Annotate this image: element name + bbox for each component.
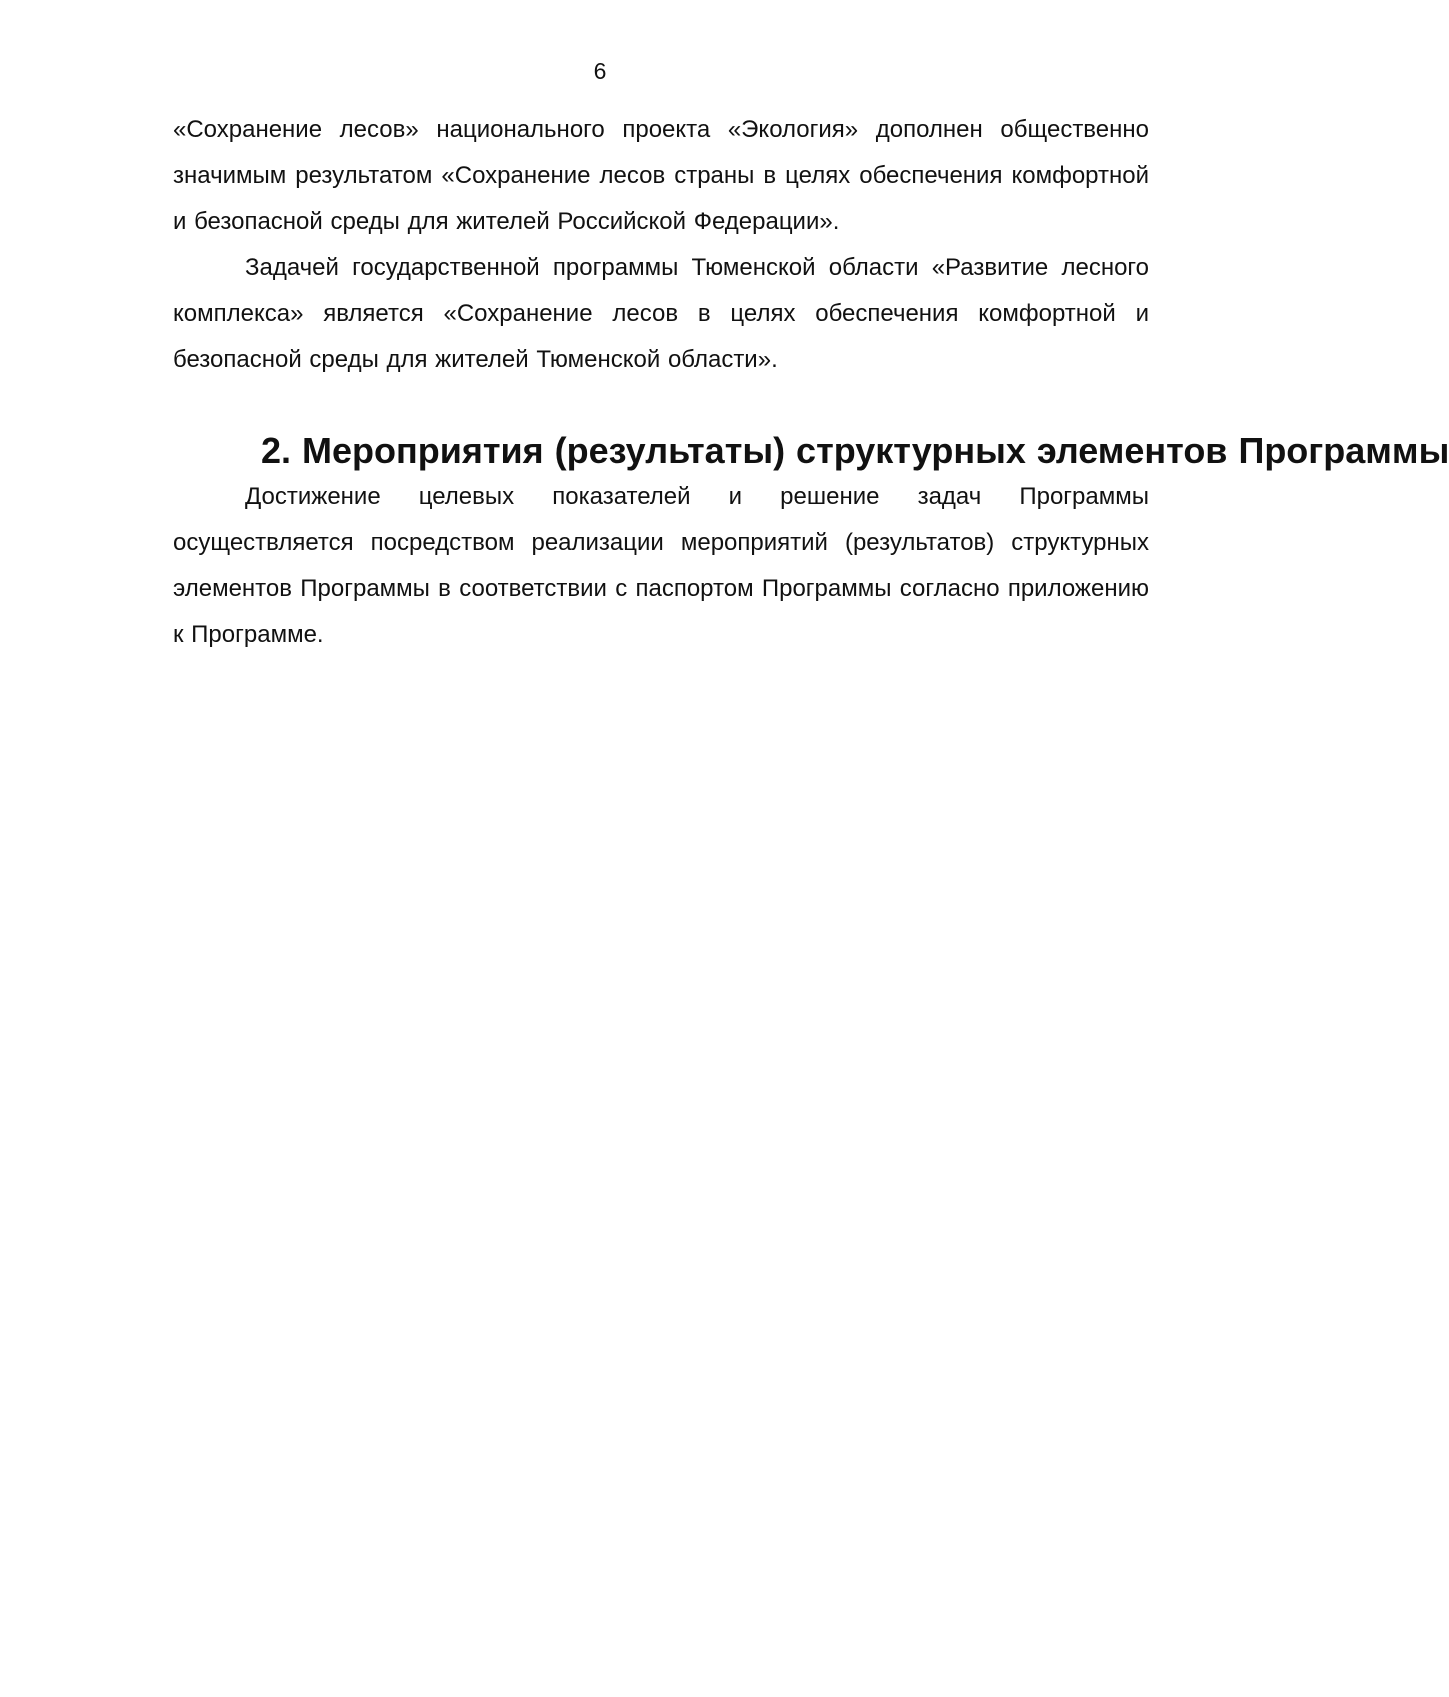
section-heading: 2. Мероприятия (результаты) структурных элементов Программы [261, 430, 1449, 471]
document-body [173, 107, 1449, 658]
paragraph-program-measures: Достижение целевых показателей и решение задач Программы осуществляется посредством реализации мероприятий (результатов) структурных элементов Программы в соответствии с паспортом Программы согласно приложению к Программе. [173, 483, 1149, 648]
page-number: 6 [593, 58, 607, 84]
paragraph-program-task: Задачей государственной программы Тюменской области «Развитие лесного комплекса» является «Сохранение лесов в целях обеспечения комфортной и безопасной среды для жителей Тюменской области». [173, 254, 1149, 373]
paragraph-forest-preservation-result: «Сохранение лесов» национального проекта «Экология» дополнен общественно значимым результатом «Сохранение лесов страны в целях обеспечения комфортной и безопасной среды для жителей Российской Федерации». [173, 116, 1149, 235]
